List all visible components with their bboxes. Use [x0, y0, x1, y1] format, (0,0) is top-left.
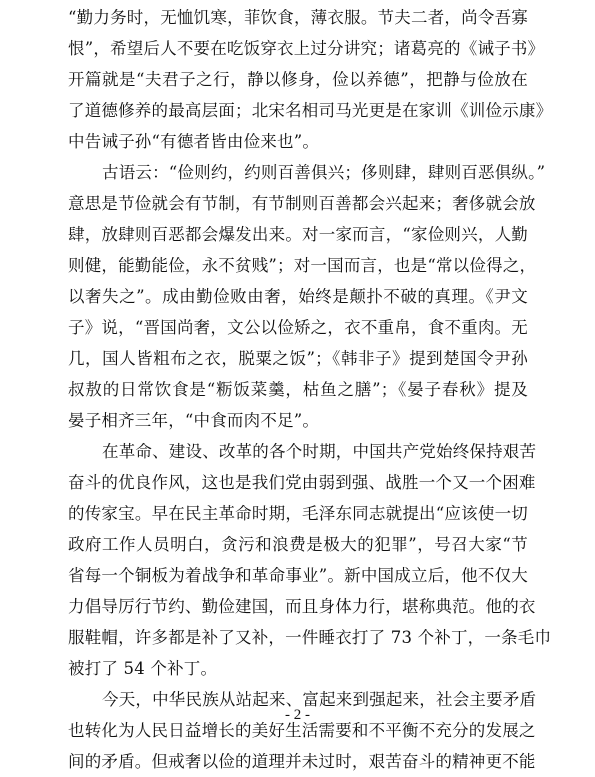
text-line: 叔敖的日常饮食是“粝饭菜羹，枯鱼之膳”；《晏子春秋》提及 — [68, 380, 528, 399]
text-line: 开篇就是“夫君子之行，静以修身，俭以养德”，把静与俭放在 — [68, 70, 528, 89]
text-line: 奋斗的优良作风，这也是我们党由弱到强、战胜一个又一个困难 — [68, 473, 536, 492]
text-line: 子》说，“晋国尚奢，文公以俭矫之，衣不重帛，食不重肉。无 — [68, 318, 528, 337]
text-line: 以奢失之”。成由勤俭败由奢，始终是颠扑不破的真理。《尹文 — [68, 287, 528, 306]
text-line: 意思是节俭就会有节制，有节制则百善都会兴起来；奢侈就会放 — [68, 194, 536, 213]
text-line: 间的矛盾。但戒奢以俭的道理并未过时，艰苦奋斗的精神更不能 — [68, 752, 536, 771]
text-line: 恨”，希望后人不要在吃饭穿衣上过分讲究；诸葛亮的《诫子书》 — [68, 39, 545, 58]
text-line: 的传家宝。早在民主革命时期，毛泽东同志就提出“应该使一切 — [68, 504, 528, 523]
text-line: 肆，放肆则百恶都会爆发出来。对一家而言，“家俭则兴，人勤 — [68, 225, 528, 244]
text-line: 中告诫子孙“有德者皆由俭来也”。 — [68, 132, 320, 151]
text-line: 在革命、建设、改革的各个时期，中国共产党始终保持艰苦 — [102, 442, 537, 461]
text-line: 了道德修养的最高层面；北宋名相司马光更是在家训《训俭示康》 — [68, 101, 553, 120]
text-line: 古语云：“俭则约，约则百善俱兴；侈则肆，肆则百恶俱纵。” — [102, 163, 546, 182]
text-line: 几，国人皆粗布之衣，脱粟之饭”；《韩非子》提到楚国令尹孙 — [68, 349, 528, 368]
text-line: 政府工作人员明白，贪污和浪费是极大的犯罪”，号召大家“节 — [68, 535, 528, 554]
text-line: “勤力务时，无恤饥寒，菲饮食，薄衣服。节夫二者，尚令吾寡 — [68, 8, 528, 27]
text-line: 晏子相齐三年，“中食而肉不足”。 — [68, 411, 320, 430]
text-line: 也转化为人民日益增长的美好生活需要和不平衡不充分的发展之 — [68, 721, 536, 740]
body-text — [68, 2, 553, 777]
text-line: 力倡导厉行节约、勤俭建国，而且身体力行，堪称典范。他的衣 — [68, 597, 536, 616]
text-line: 省每一个铜板为着战争和革命事业”。新中国成立后，他不仅大 — [68, 566, 528, 585]
text-line: 则健，能勤能俭，永不贫贱”；对一国而言，也是“常以俭得之， — [68, 256, 537, 275]
text-line: 今天，中华民族从站起来、富起来到强起来，社会主要矛盾 — [102, 690, 537, 709]
text-line: 服鞋帽，许多都是补了又补，一件睡衣打了 73 个补丁，一条毛巾 — [68, 628, 552, 647]
text-line: 被打了 54 个补丁。 — [68, 659, 218, 678]
page-number: - 2 - — [285, 707, 310, 723]
